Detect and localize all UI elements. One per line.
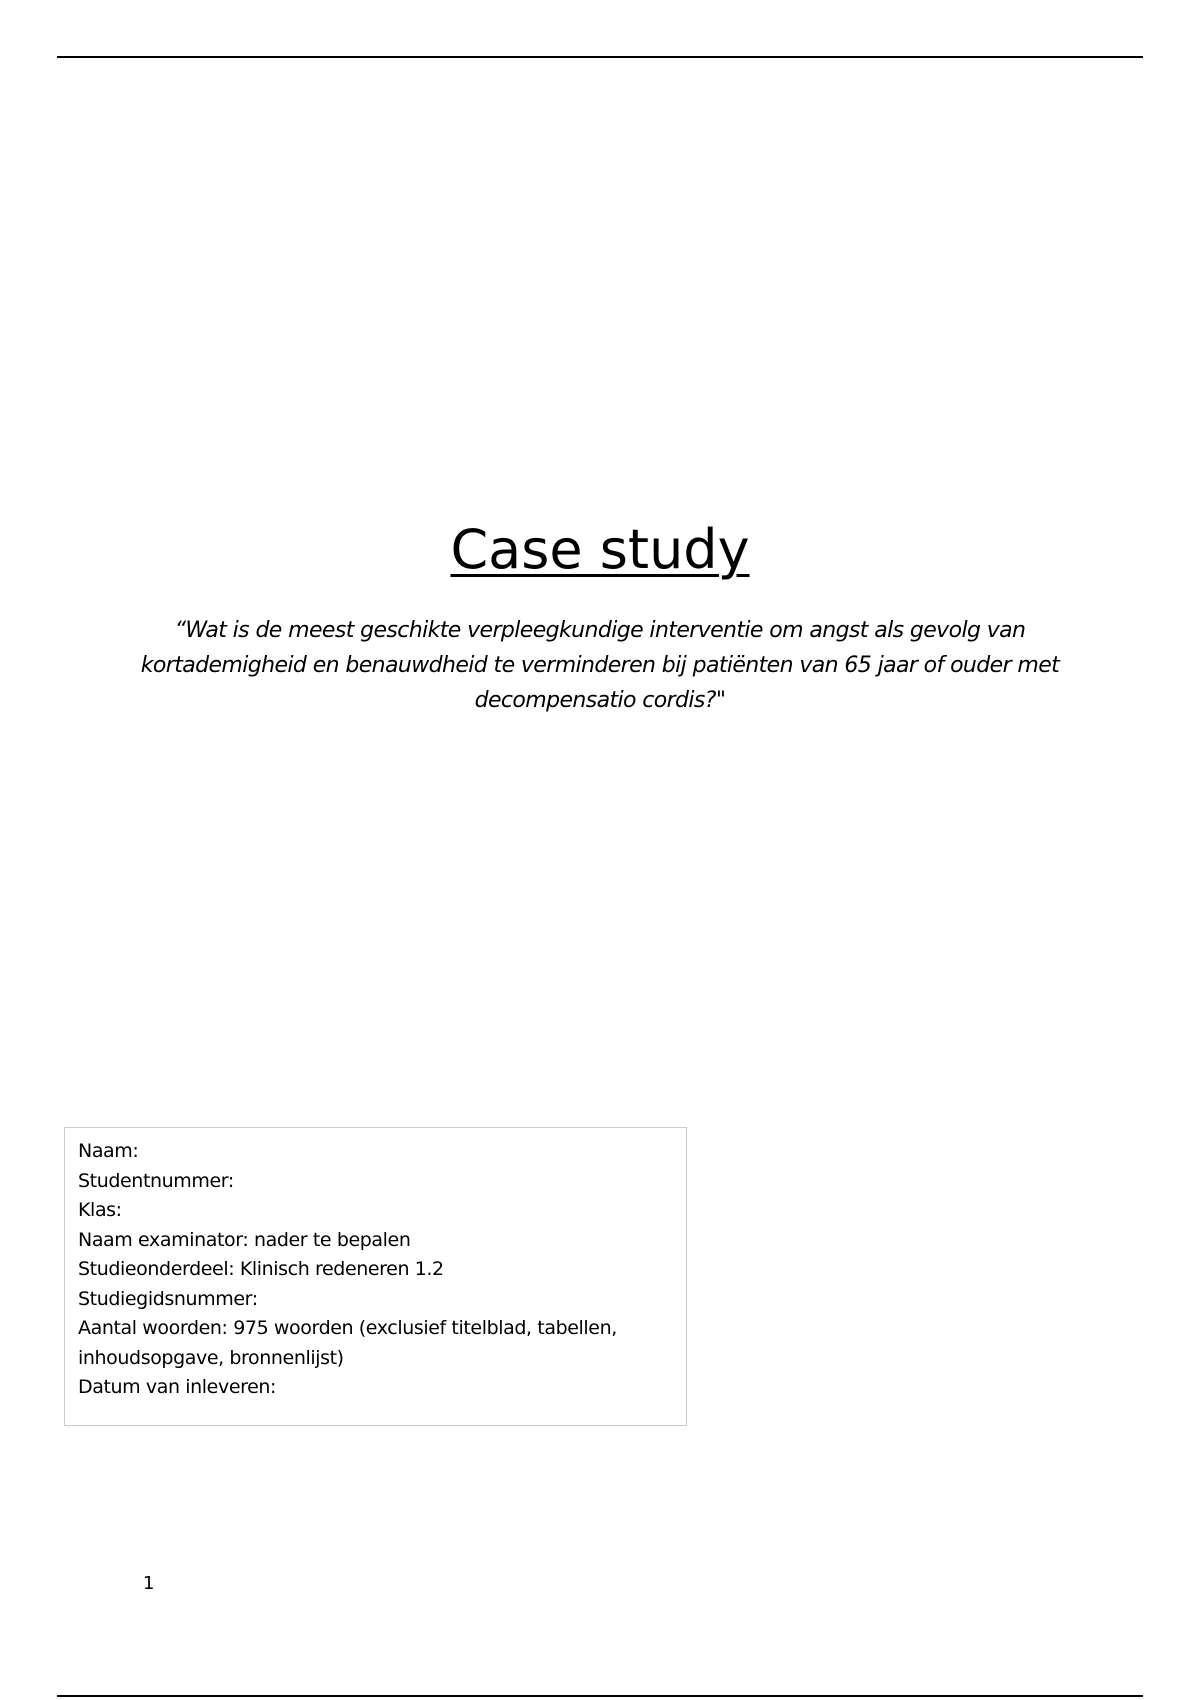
info-word-count: Aantal woorden: 975 woorden (exclusief titelblad, tabellen, inhoudsopgave, bronnenlijst) [78, 1317, 617, 1369]
info-due-date: Datum van inleveren: [78, 1376, 277, 1398]
info-guide-number: Studiegidsnummer: [78, 1287, 258, 1310]
page-title: Case study [450, 518, 750, 581]
top-rule [57, 56, 1143, 58]
student-info-box [64, 1127, 687, 1426]
info-examiner: Naam examinator: nader te bepalen [78, 1228, 411, 1251]
bottom-rule [57, 1695, 1143, 1697]
info-course-part: Studieonderdeel: Klinisch redeneren 1.2 [78, 1258, 444, 1280]
info-class: Klas: [78, 1199, 122, 1221]
info-student-number: Studentnummer: [78, 1169, 234, 1192]
info-name: Naam: [78, 1140, 139, 1162]
page-number: 1 [143, 1573, 155, 1594]
research-question: “Wat is de meest geschikte verpleegkundige interventie om angst als gevolg van kortademigheid en benauwdheid te verminderen bij patiënten van 65 jaar of ouder met decompensatio cordis?" [140, 618, 1060, 713]
